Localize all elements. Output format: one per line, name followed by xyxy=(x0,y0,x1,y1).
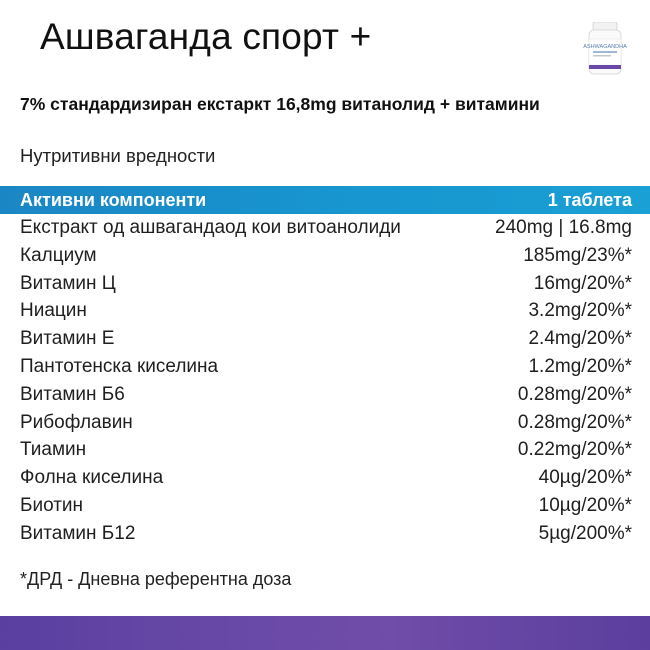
row-name: Витамин Б12 xyxy=(20,522,136,544)
row-name: Рибофлавин xyxy=(20,411,133,433)
row-value: 10µg/20%* xyxy=(538,494,632,516)
row-value: 5µg/200%* xyxy=(538,522,632,544)
row-value: 40µg/20%* xyxy=(538,467,632,489)
table-row xyxy=(0,214,650,242)
table-row xyxy=(0,464,650,492)
nutrition-table xyxy=(0,214,650,548)
table-row xyxy=(0,520,650,548)
supplement-bottle-icon xyxy=(583,22,627,76)
row-value: 240mg | 16.8mg xyxy=(495,217,632,238)
row-name: Витамин Е xyxy=(20,328,115,350)
row-value: 2.4mg/20%* xyxy=(528,328,632,350)
row-value: 0.28mg/20%* xyxy=(517,411,632,433)
table-row xyxy=(0,353,650,381)
table-row xyxy=(0,242,650,270)
section-title: Нутритивни вредности xyxy=(20,145,216,166)
table-row xyxy=(0,409,650,437)
row-name: Витамин Ц xyxy=(20,272,116,294)
column-header-components: Активни компоненти xyxy=(20,190,207,210)
column-header-serving: 1 таблета xyxy=(547,190,632,210)
footer-bar xyxy=(0,616,650,650)
footnote: *ДРД - Дневна референтна доза xyxy=(20,569,292,589)
row-name: Витамин Б6 xyxy=(20,383,125,405)
row-name: Ниацин xyxy=(20,300,87,322)
row-value: 1.2mg/20%* xyxy=(528,355,632,377)
row-value: 0.28mg/20%* xyxy=(517,383,632,405)
row-name: Калциум xyxy=(20,244,97,266)
row-name: Тиамин xyxy=(20,439,87,461)
row-value: 16mg/20%* xyxy=(533,272,632,294)
product-subtitle: 7% стандардизиран екстаркт 16,8mg витанолид + витамини xyxy=(20,94,540,114)
table-row xyxy=(0,436,650,464)
table-row xyxy=(0,381,650,409)
bottle-label: ASHWAGANDHA xyxy=(583,44,627,50)
row-name: Фолна киселина xyxy=(20,467,164,489)
page-title: Ашваганда спорт + xyxy=(40,16,372,57)
table-header xyxy=(0,186,650,214)
row-name: Биотин xyxy=(20,494,84,516)
table-row xyxy=(0,297,650,325)
table-row xyxy=(0,270,650,298)
row-value: 185mg/23%* xyxy=(523,244,632,266)
row-name: Пантотенска киселина xyxy=(20,355,219,377)
table-row xyxy=(0,492,650,520)
table-row xyxy=(0,325,650,353)
row-name: Екстракт од ашвагандаод кои витоанолиди xyxy=(20,217,401,238)
row-value: 3.2mg/20%* xyxy=(528,300,632,322)
row-value: 0.22mg/20%* xyxy=(517,439,632,461)
